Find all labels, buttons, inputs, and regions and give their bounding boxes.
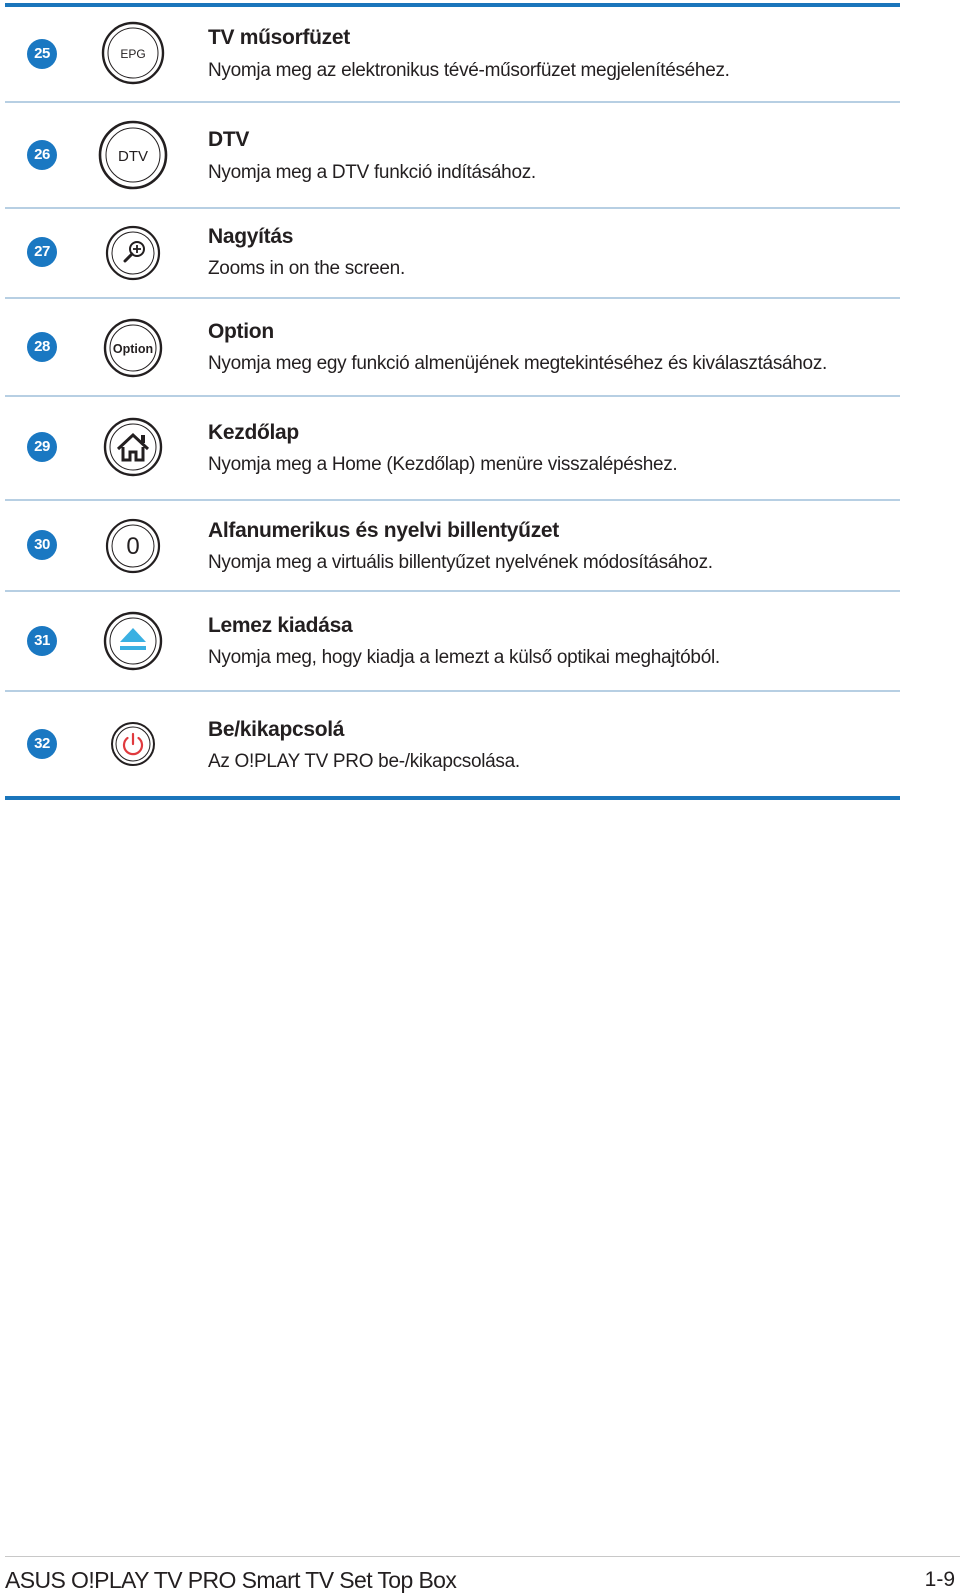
row-divider [5, 207, 900, 209]
item-title: Kezdőlap [208, 421, 299, 444]
eject-icon [94, 602, 172, 680]
item-title: Nagyítás [208, 225, 294, 248]
item-number-badge: 25 [27, 39, 57, 69]
zero-key-text: 0 [126, 533, 140, 560]
dtv-button-icon [94, 116, 172, 194]
item-title: Option [208, 320, 274, 343]
item-title: DTV [208, 128, 250, 151]
row-divider [5, 690, 900, 692]
epg-button-icon [94, 14, 172, 92]
item-number-badge: 31 [27, 626, 57, 656]
item-title: Alfanumerikus és nyelvi billentyűzet [208, 519, 559, 542]
item-description: Nyomja meg a virtuális billentyűzet nyelvének módosításához. [208, 552, 713, 573]
row-divider [5, 395, 900, 397]
footer-divider [5, 1556, 960, 1557]
item-description: Nyomja meg az elektronikus tévé-műsorfüzet megjelenítéséhez. [208, 60, 730, 81]
item-number-badge: 28 [27, 332, 57, 362]
option-button-icon [94, 309, 172, 387]
zero-key-icon [94, 507, 172, 585]
item-number-badge: 32 [27, 729, 57, 759]
item-title: Be/kikapcsolá [208, 718, 345, 741]
item-description: Zooms in on the screen. [208, 258, 405, 279]
item-title: TV műsorfüzet [208, 26, 350, 49]
item-description: Nyomja meg a DTV funkció indításához. [208, 162, 536, 183]
item-description: Az O!PLAY TV PRO be-/kikapcsolása. [208, 751, 520, 772]
item-description: Nyomja meg, hogy kiadja a lemezt a külső optikai meghajtóból. [208, 647, 720, 668]
epg-button-text: EPG [120, 47, 146, 61]
home-icon [94, 408, 172, 486]
power-icon [94, 705, 172, 783]
row-divider [5, 499, 900, 501]
item-description: Nyomja meg a Home (Kezdőlap) menüre visszalépéshez. [208, 454, 678, 475]
top-border [5, 3, 900, 7]
option-button-text: Option [112, 342, 154, 356]
dtv-button-text: DTV [118, 148, 148, 165]
bottom-border [5, 796, 900, 800]
row-divider [5, 297, 900, 299]
item-number-badge: 26 [27, 140, 57, 170]
footer-product-name: ASUS O!PLAY TV PRO Smart TV Set Top Box [5, 1567, 457, 1593]
item-number-badge: 27 [27, 237, 57, 267]
row-divider [5, 101, 900, 103]
item-description: Nyomja meg egy funkció almenüjének megtekintéséhez és kiválasztásához. [208, 353, 827, 374]
item-number-badge: 29 [27, 432, 57, 462]
zoom-in-icon [94, 214, 172, 292]
row-divider [5, 590, 900, 592]
item-number-badge: 30 [27, 530, 57, 560]
page-number: 1-9 [924, 1568, 955, 1591]
item-title: Lemez kiadása [208, 614, 353, 637]
